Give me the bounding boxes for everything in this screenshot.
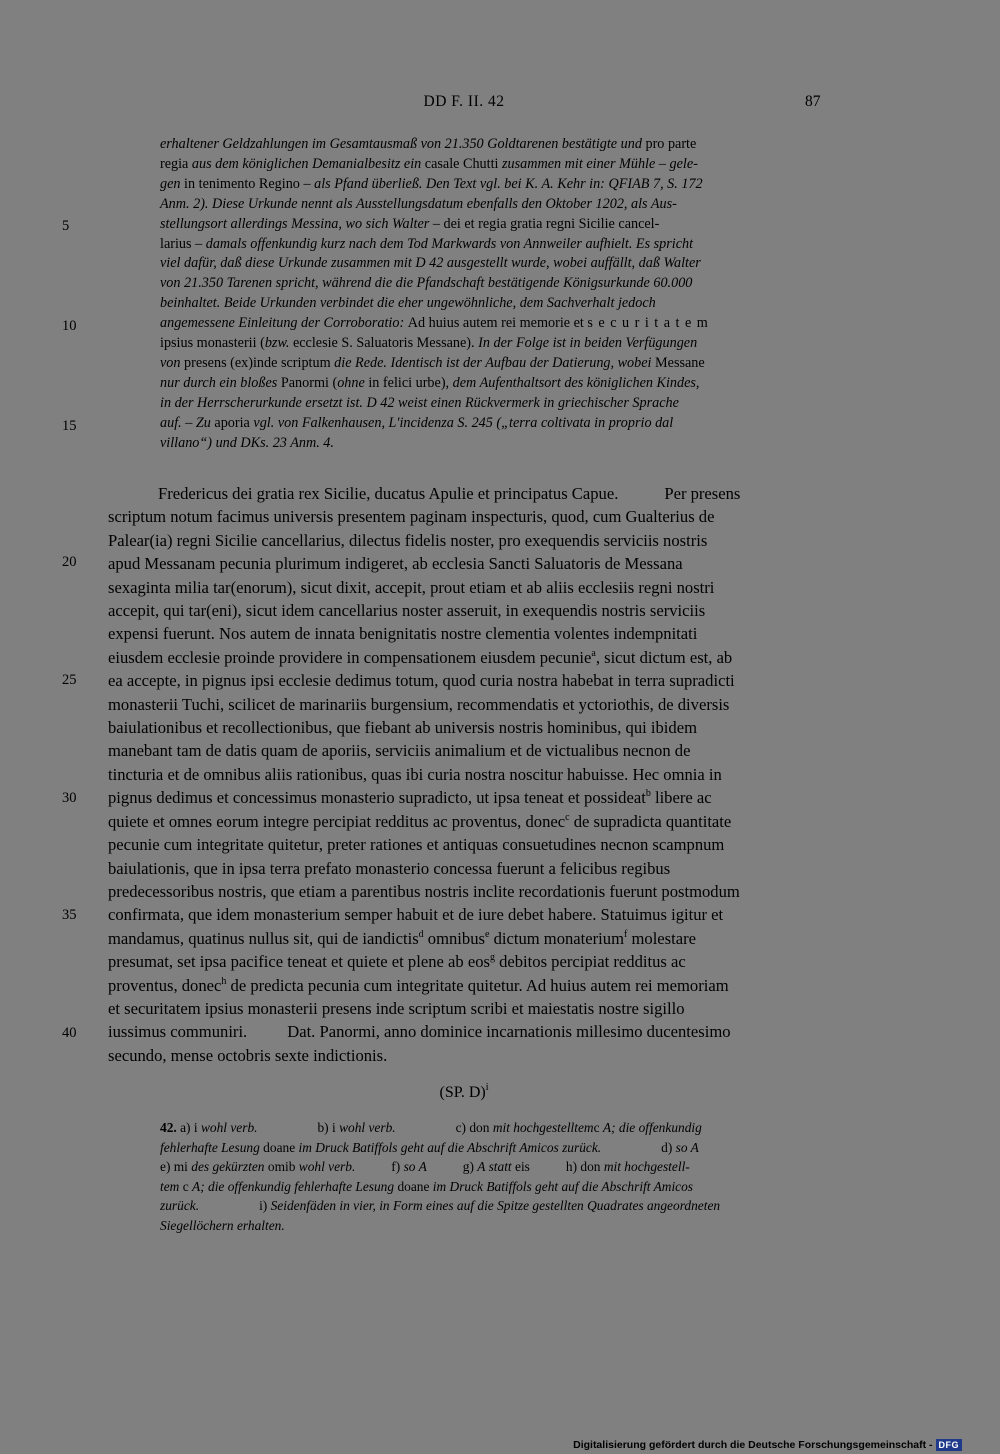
footnote-mark: c	[565, 811, 570, 823]
critical-apparatus: 42. a) i wohl verb. b) i wohl verb. c) don mit hochgestelltemc A; die offenkundig fehlerhafte Lesung doane im Druck Batiffols geht auf die Abschrift Amicos zurück. d) so A e) mi des gekürzten omib wohl verb. f) so A g) A statt eis h) don mit hochgestell- tem c A; die offenkundig fehlerhafte Lesung doane im Druck Batiffols geht auf die Abschrift Amicos zurück. i) Seidenfäden in vier, in Form eines auf die Spitze gestellten Quadrates angeordneten Siegellöchern erhalten.	[160, 1120, 721, 1233]
footnote-mark: f	[624, 928, 628, 940]
footnote-mark: a	[591, 647, 596, 659]
line-number: 30	[62, 790, 77, 806]
footnote-mark: g	[489, 952, 495, 964]
line-number: 25	[62, 672, 77, 688]
footnote-mark: e	[484, 928, 490, 940]
running-title: DD F. II. 42	[423, 93, 505, 110]
footnote-mark: d	[418, 928, 424, 940]
dfg-logo: DFG	[936, 1439, 963, 1451]
line-number: 35	[62, 907, 77, 923]
sealing-note: (SP. D)$^i$	[439, 1082, 489, 1101]
footer-text: Digitalisierung gefördert durch die Deutsche Forschungsgemeinschaft -	[573, 1439, 933, 1451]
footnote-mark: h	[221, 975, 227, 987]
line-number: 5	[62, 218, 70, 234]
commentary: erhaltener Geldzahlungen im Gesamtausmaß von 21.350 Goldtarenen bestätigte und pro parte regia aus dem königlichen Demanialbesitz ein casale Chutti zusammen mit einer Mühle – gele- gen in tenimento Regino – als Pfand überließ. Den Text vgl. bei K. A. Kehr in: QFIAB 7, S. 172 Anm. 2). Diese Urkunde nennt als Ausstellungsdatum ebenfalls den Oktober 1202, als Aus- stellungsort allerdings Messina, wo sich Walter – dei et regia gratia regni Sicilie cancel- larius – damals offenkundig kurz nach dem Tod Markwards von Annweiler aufhielt. Es spricht viel dafür, daß diese Urkunde zusammen mit D 42 ausgestellt wurde, wobei auffällt, daß Walter von 21.350 Tarenen spricht, während die die Pfandschaft bestätigende Königsurkunde 60.000 beinhaltet. Beide Urkunden verbindet die eher ungewöhnliche, dem Sachverhalt jedoch angemessene Einleitung der Corroboratio: Ad huius autem rei memorie et securitatem ipsius monasterii (bzw. ecclesie S. Saluatoris Messane). In der Folge ist in beiden Verfügungen von presens (ex)inde scriptum die Rede. Identisch ist der Aufbau der Datierung, wobei Messane nur durch ein bloßes Panormi (ohne in felici urbe), dem Aufenthaltsort des königlichen Kindes, in der Herrscherurkunde ersetzt ist. D 42 weist einen Rückvermerk in griechischer Sprache auf. – Zu aporia vgl. von Falkenhausen, L'incidenza S. 245 („terra coltivata in proprio dal villano“) und DKs. 23 Anm. 4.	[160, 136, 714, 451]
line-number: 40	[62, 1025, 77, 1041]
line-number: 15	[62, 418, 77, 434]
page-number: 87	[805, 93, 821, 110]
running-head	[0, 93, 1000, 115]
line-number: 10	[62, 318, 77, 334]
charter-text: Fredericus dei gratia rex Sicilie, ducatus Apulie et principatus Capue. Per presens scriptum notum facimus universis presentem paginam inspecturis, quod, cum Gualterius de Palear(ia) regni Sicilie cancellarius, dilectus fidelis noster, pro exequendis serviciis nostris apud Messanam pecunia plurimum indigeret, ab ecclesia Sancti Saluatoris de Messana sexaginta milia tar(enorum), sicut dixit, accepit, prout etiam et ab aliis ecclesiis regni nostri accepit, qui tar(eni), sicut idem cancellarius noster asseruit, in exequendis nostris serviciis expensi fuerunt. Nos autem de innata benignitatis nostre clementia volentes indempnitati eiusdem ecclesie proinde providere in compensationem eiusdem pecunie$^a$, sicut dictum est, ab ea accepte, in pignus ipsi ecclesie dedimus totum, quod curia nostra habebat in terra supradicti monasterii Tuchi, scilicet de marinariis burgensium, recommendatis et yctoriothis, de diversis baiulationibus et recollectionibus, que fiebant ab universis nostris hominibus, qui ibidem manebant tam de datis quam de aporiis, serviciis animalium et de victualibus necnon de tincturia et de omnibus aliis rationibus, quas ibi curia nostra noscitur habuisse. Hec omnia in pignus dedimus et concessimus monasterio supradicto, ut ipsa teneat et possideat$^b$ libere ac quiete et omnes eorum integre percipiat redditus ac proventus, donec$^c$ de supradicta quantitate pecunie cum integritate quitetur, preter rationes et antiquas consuetudines necnon scampnum baiulationis, que in ipsa terra prefato monasterio concessa fuerunt a felicibus regibus predecessoribus nostris, que etiam a parentibus nostris inclite recordationis fuerunt postmodum confirmata, que idem monasterium semper habuit et de iure debet habere. Statuimus igitur et mandamus, quatinus nullus sit, qui de iandictis$^d$ omnibus$^e$ dictum monaterium$^f$ molestare presumat, set ipsa pacifice teneat et quiete et plene ab eos$^g$ debitos percipiat redditus ac proventus, donec$^h$ de predicta pecunia cum integritate quitetur. Ad huius autem rei memoriam et securitatem ipsius monasterii presens inde scriptum scribi et maiestatis nostre sigillo iussimus communiri. Dat. Panormi, anno dominice incarnationis millesimo ducentesimo secundo, mense octobris sexte indictionis.	[108, 484, 741, 1065]
footnote-mark: b	[645, 788, 651, 800]
footnote-mark: i	[485, 1082, 489, 1093]
dfg-footer	[573, 1439, 962, 1451]
line-number: 20	[62, 554, 77, 570]
